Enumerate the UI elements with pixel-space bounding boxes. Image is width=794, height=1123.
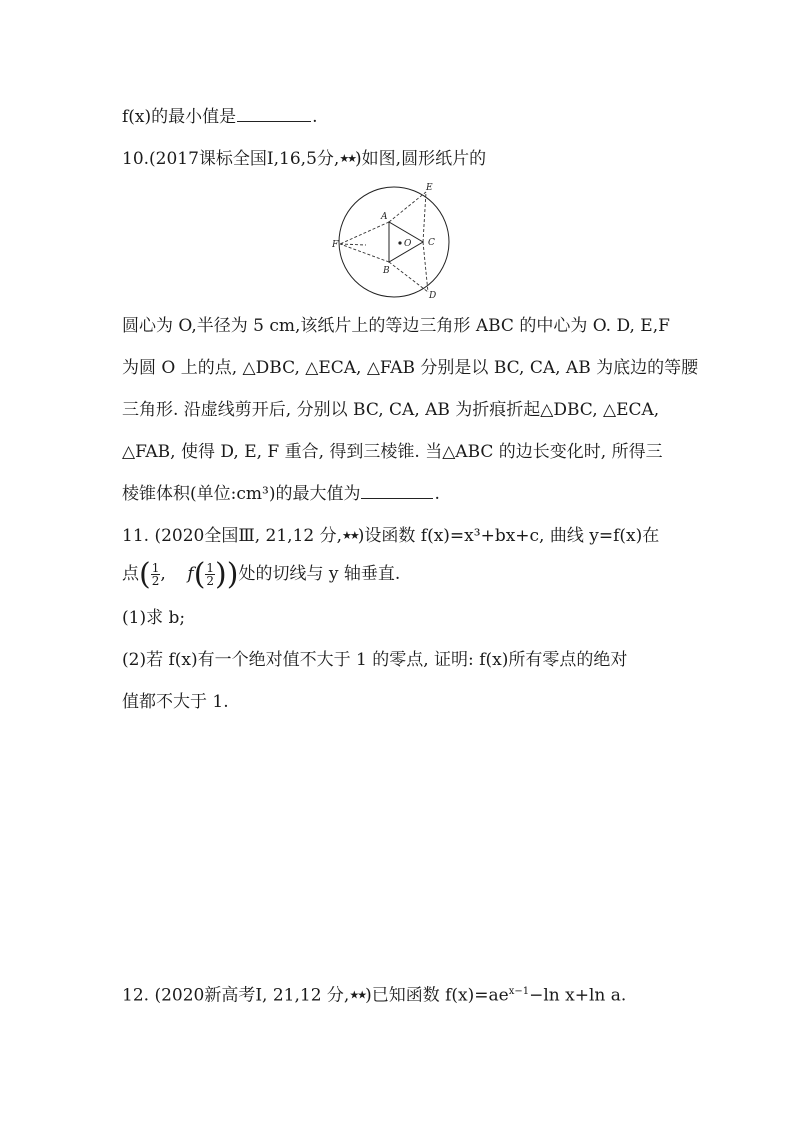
answer-blank[interactable] (361, 484, 433, 499)
label-o: O (404, 239, 412, 249)
q12-header (122, 980, 626, 1008)
q10-intro: )如图,圆形纸片的 (355, 149, 487, 169)
difficulty-stars-icon: ★★ (339, 152, 356, 165)
q9-end: . (312, 107, 318, 127)
label-c: C (428, 238, 435, 248)
q11-point-line: 点( $\frac{1}{2}$ , f( $\frac{1}{2}$ ))处的切线与 y 轴垂直. (122, 557, 401, 592)
q11-part-2-cont: 值都不大于 1. (122, 692, 229, 712)
circle-triangle-figure (332, 182, 456, 300)
q10-source: 10.(2017课标全国Ⅰ,16,5分, (122, 149, 340, 169)
cut-lines (340, 192, 428, 292)
q9-tail-text: f(x)的最小值是 (122, 107, 237, 127)
q11-intro: )设函数 f(x)=x³+bx+c, 曲线 y=f(x)在 (357, 526, 660, 546)
q12-rest: −ln x+ln a. (529, 985, 627, 1006)
q12-exponent: x−1 (508, 986, 530, 997)
label-e: E (426, 183, 433, 193)
q10-line-1: 圆心为 O,半径为 5 cm,该纸片上的等边三角形 ABC 的中心为 O. D, E,F (122, 316, 670, 336)
fraction-half: $\frac{1}{2}$ (151, 561, 160, 588)
q11-source: 11. (2020全国Ⅲ, 21,12 分, (122, 526, 343, 546)
q10-line-5 (122, 482, 440, 506)
q10-line-4: △FAB, 使得 D, E, F 重合, 得到三棱锥. 当△ABC 的边长变化时, 所得三 (122, 442, 663, 462)
q12-source: 12. (2020新高考Ⅰ, 21,12 分, (122, 985, 350, 1006)
q10-line-5-text: 棱锥体积(单位:cm³)的最大值为 (122, 484, 361, 504)
center-dot (398, 241, 401, 244)
difficulty-stars-icon: ★★ (349, 988, 366, 1002)
q10-end: . (434, 484, 440, 504)
difficulty-stars-icon: ★★ (342, 529, 358, 542)
fraction-half: $\frac{1}{2}$ (206, 561, 215, 588)
q11-condition: 处的切线与 y 轴垂直. (238, 564, 401, 584)
q11-header (122, 524, 659, 548)
label-f: F (332, 240, 339, 250)
q10-line-3: 三角形. 沿虚线剪开后, 分别以 BC, CA, AB 为折痕折起△DBC, △ECA, (122, 400, 660, 420)
q10-header (122, 147, 486, 171)
q11-part-2: (2)若 f(x)有一个绝对值不大于 1 的零点, 证明: f(x)所有零点的绝对 (122, 650, 628, 670)
label-b: B (383, 266, 390, 276)
q11-part-1: (1)求 b; (122, 608, 186, 628)
q11-point-word: 点 (122, 564, 139, 584)
label-d: D (429, 291, 437, 300)
q9-tail-line (122, 105, 318, 129)
label-a: A (381, 212, 388, 222)
q11-f: f (187, 564, 194, 584)
q10-line-2: 为圆 O 上的点, △DBC, △ECA, △FAB 分别是以 BC, CA, AB 为底边的等腰 (122, 358, 699, 378)
q12-intro: )已知函数 f(x)=ae (365, 985, 509, 1006)
answer-blank[interactable] (237, 107, 311, 122)
